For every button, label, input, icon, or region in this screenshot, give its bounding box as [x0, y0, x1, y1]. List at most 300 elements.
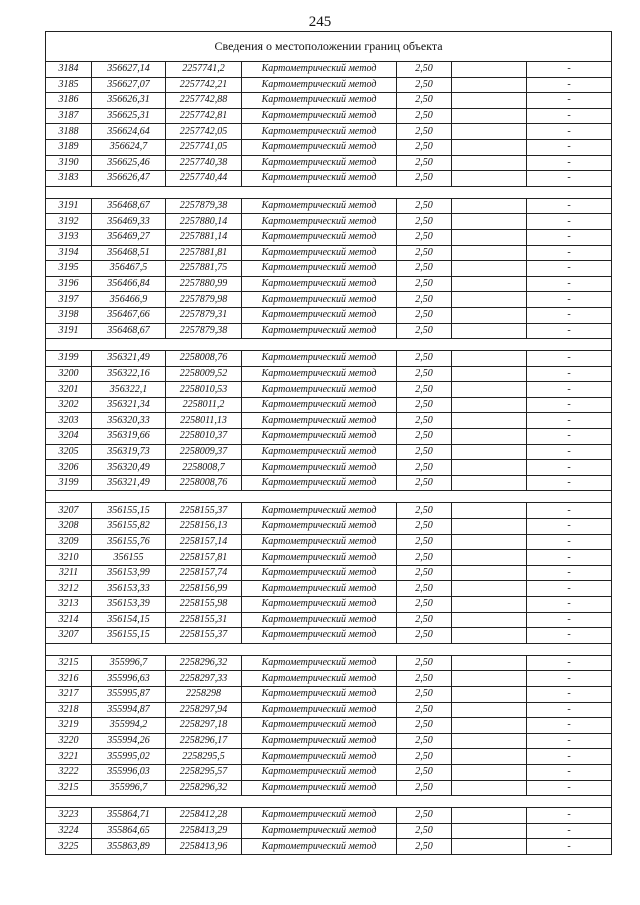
cell-method: Картометрический метод [242, 429, 397, 445]
cell-accuracy: 2,50 [397, 139, 452, 155]
cell-accuracy: 2,50 [397, 475, 452, 491]
table-row [46, 198, 612, 214]
separator-cell [397, 491, 452, 503]
cell-coord-x: 356466,84 [92, 276, 166, 292]
cell-point-number: 3223 [46, 808, 92, 824]
cell-mark: - [527, 62, 612, 78]
table-row [46, 77, 612, 93]
cell-description [452, 808, 527, 824]
cell-mark: - [527, 214, 612, 230]
cell-description [452, 780, 527, 796]
cell-description [452, 519, 527, 535]
cell-accuracy: 2,50 [397, 77, 452, 93]
cell-description [452, 702, 527, 718]
cell-method: Картометрический метод [242, 686, 397, 702]
cell-coord-y: 2258008,76 [166, 351, 242, 367]
table-row [46, 686, 612, 702]
cell-coord-x: 356625,46 [92, 155, 166, 171]
cell-accuracy: 2,50 [397, 702, 452, 718]
cell-method: Картометрический метод [242, 655, 397, 671]
cell-coord-y: 2257879,38 [166, 198, 242, 214]
cell-coord-y: 2257879,31 [166, 307, 242, 323]
cell-description [452, 198, 527, 214]
cell-method: Картометрический метод [242, 351, 397, 367]
cell-coord-y: 2258157,14 [166, 534, 242, 550]
cell-accuracy: 2,50 [397, 597, 452, 613]
cell-point-number: 3215 [46, 655, 92, 671]
cell-point-number: 3202 [46, 397, 92, 413]
cell-mark: - [527, 382, 612, 398]
cell-coord-y: 2257742,88 [166, 93, 242, 109]
table-row [46, 475, 612, 491]
cell-point-number: 3186 [46, 93, 92, 109]
cell-accuracy: 2,50 [397, 718, 452, 734]
cell-accuracy: 2,50 [397, 124, 452, 140]
cell-description [452, 276, 527, 292]
separator-cell [452, 796, 527, 808]
cell-accuracy: 2,50 [397, 839, 452, 855]
separator-cell [92, 491, 166, 503]
cell-coord-y: 2258295,57 [166, 764, 242, 780]
cell-coord-y: 2258296,17 [166, 733, 242, 749]
table-row [46, 139, 612, 155]
cell-point-number: 3204 [46, 429, 92, 445]
cell-method: Картометрический метод [242, 214, 397, 230]
cell-coord-y: 2258008,76 [166, 475, 242, 491]
cell-description [452, 733, 527, 749]
cell-mark: - [527, 307, 612, 323]
cell-mark: - [527, 534, 612, 550]
table-row [46, 171, 612, 187]
cell-point-number: 3217 [46, 686, 92, 702]
table-row [46, 429, 612, 445]
cell-description [452, 460, 527, 476]
cell-description [452, 550, 527, 566]
cell-mark: - [527, 397, 612, 413]
cell-mark: - [527, 429, 612, 445]
cell-coord-x: 356468,67 [92, 198, 166, 214]
cell-accuracy: 2,50 [397, 550, 452, 566]
cell-accuracy: 2,50 [397, 171, 452, 187]
cell-method: Картометрический метод [242, 534, 397, 550]
cell-method: Картометрический метод [242, 93, 397, 109]
cell-point-number: 3212 [46, 581, 92, 597]
cell-coord-x: 356624,64 [92, 124, 166, 140]
cell-method: Картометрический метод [242, 198, 397, 214]
cell-coord-x: 356155,82 [92, 519, 166, 535]
cell-accuracy: 2,50 [397, 686, 452, 702]
cell-point-number: 3187 [46, 108, 92, 124]
cell-coord-x: 356321,34 [92, 397, 166, 413]
cell-accuracy: 2,50 [397, 307, 452, 323]
table-row [46, 460, 612, 476]
cell-method: Картометрический метод [242, 276, 397, 292]
cell-accuracy: 2,50 [397, 749, 452, 765]
cell-point-number: 3222 [46, 764, 92, 780]
cell-accuracy: 2,50 [397, 155, 452, 171]
cell-point-number: 3201 [46, 382, 92, 398]
cell-accuracy: 2,50 [397, 62, 452, 78]
cell-coord-x: 356320,33 [92, 413, 166, 429]
cell-coord-x: 356469,27 [92, 229, 166, 245]
cell-coord-y: 2257742,21 [166, 77, 242, 93]
cell-method: Картометрический метод [242, 764, 397, 780]
cell-accuracy: 2,50 [397, 397, 452, 413]
cell-method: Картометрический метод [242, 444, 397, 460]
separator-cell [46, 339, 92, 351]
cell-point-number: 3194 [46, 245, 92, 261]
cell-coord-y: 2258298 [166, 686, 242, 702]
cell-accuracy: 2,50 [397, 534, 452, 550]
cell-method: Картометрический метод [242, 323, 397, 339]
cell-description [452, 764, 527, 780]
cell-coord-x: 355995,02 [92, 749, 166, 765]
cell-description [452, 245, 527, 261]
cell-coord-y: 2258155,37 [166, 503, 242, 519]
cell-coord-y: 2258295,5 [166, 749, 242, 765]
cell-description [452, 124, 527, 140]
cell-coord-x: 356153,99 [92, 565, 166, 581]
cell-mark: - [527, 276, 612, 292]
cell-method: Картометрический метод [242, 124, 397, 140]
separator-cell [527, 796, 612, 808]
separator-cell [166, 643, 242, 655]
cell-point-number: 3185 [46, 77, 92, 93]
cell-description [452, 292, 527, 308]
cell-point-number: 3208 [46, 519, 92, 535]
cell-accuracy: 2,50 [397, 108, 452, 124]
cell-coord-y: 2257881,14 [166, 229, 242, 245]
cell-description [452, 686, 527, 702]
cell-mark: - [527, 323, 612, 339]
cell-coord-y: 2257880,14 [166, 214, 242, 230]
cell-description [452, 503, 527, 519]
cell-description [452, 839, 527, 855]
cell-mark: - [527, 581, 612, 597]
cell-description [452, 444, 527, 460]
cell-point-number: 3188 [46, 124, 92, 140]
table-row [46, 749, 612, 765]
cell-mark: - [527, 519, 612, 535]
cell-point-number: 3218 [46, 702, 92, 718]
cell-coord-y: 2257741,2 [166, 62, 242, 78]
cell-point-number: 3209 [46, 534, 92, 550]
cell-mark: - [527, 780, 612, 796]
cell-point-number: 3216 [46, 671, 92, 687]
cell-point-number: 3210 [46, 550, 92, 566]
cell-coord-x: 356319,73 [92, 444, 166, 460]
cell-method: Картометрический метод [242, 77, 397, 93]
boundary-coordinates-table [45, 31, 612, 855]
cell-coord-y: 2258297,18 [166, 718, 242, 734]
cell-method: Картометрический метод [242, 597, 397, 613]
cell-coord-x: 356153,33 [92, 581, 166, 597]
table-row [46, 444, 612, 460]
cell-description [452, 307, 527, 323]
cell-point-number: 3199 [46, 351, 92, 367]
cell-coord-x: 355994,26 [92, 733, 166, 749]
cell-method: Картометрический метод [242, 382, 397, 398]
cell-method: Картометрический метод [242, 139, 397, 155]
cell-method: Картометрический метод [242, 565, 397, 581]
cell-coord-x: 356624,7 [92, 139, 166, 155]
separator-cell [452, 339, 527, 351]
cell-mark: - [527, 733, 612, 749]
separator-cell [242, 643, 397, 655]
separator-cell [397, 186, 452, 198]
cell-coord-x: 356468,67 [92, 323, 166, 339]
cell-point-number: 3195 [46, 261, 92, 277]
cell-coord-y: 2258009,37 [166, 444, 242, 460]
cell-mark: - [527, 655, 612, 671]
table-row [46, 718, 612, 734]
separator-cell [527, 186, 612, 198]
cell-description [452, 612, 527, 628]
cell-coord-x: 355996,7 [92, 780, 166, 796]
cell-coord-y: 2257742,05 [166, 124, 242, 140]
separator-cell [46, 643, 92, 655]
cell-method: Картометрический метод [242, 671, 397, 687]
cell-coord-y: 2258296,32 [166, 655, 242, 671]
separator-cell [242, 796, 397, 808]
cell-point-number: 3199 [46, 475, 92, 491]
table-row [46, 292, 612, 308]
cell-point-number: 3215 [46, 780, 92, 796]
cell-accuracy: 2,50 [397, 780, 452, 796]
table-row [46, 108, 612, 124]
separator-cell [527, 491, 612, 503]
page-number: 245 [308, 14, 332, 30]
cell-coord-y: 2258009,52 [166, 366, 242, 382]
cell-coord-x: 356155 [92, 550, 166, 566]
cell-accuracy: 2,50 [397, 581, 452, 597]
table-row [46, 628, 612, 644]
cell-mark: - [527, 229, 612, 245]
cell-coord-y: 2258156,99 [166, 581, 242, 597]
cell-description [452, 628, 527, 644]
cell-description [452, 323, 527, 339]
cell-mark: - [527, 475, 612, 491]
cell-method: Картометрический метод [242, 62, 397, 78]
cell-accuracy: 2,50 [397, 808, 452, 824]
separator-cell [452, 186, 527, 198]
cell-mark: - [527, 261, 612, 277]
cell-mark: - [527, 686, 612, 702]
cell-description [452, 382, 527, 398]
cell-point-number: 3184 [46, 62, 92, 78]
cell-mark: - [527, 597, 612, 613]
cell-point-number: 3189 [46, 139, 92, 155]
cell-mark: - [527, 366, 612, 382]
cell-accuracy: 2,50 [397, 245, 452, 261]
cell-description [452, 229, 527, 245]
cell-point-number: 3219 [46, 718, 92, 734]
cell-coord-x: 356467,66 [92, 307, 166, 323]
cell-description [452, 171, 527, 187]
separator-cell [242, 491, 397, 503]
cell-point-number: 3197 [46, 292, 92, 308]
cell-description [452, 655, 527, 671]
table-row [46, 597, 612, 613]
cell-coord-x: 356320,49 [92, 460, 166, 476]
cell-coord-x: 356626,31 [92, 93, 166, 109]
cell-method: Картометрический метод [242, 229, 397, 245]
cell-coord-x: 355996,7 [92, 655, 166, 671]
cell-coord-x: 356153,39 [92, 597, 166, 613]
cell-point-number: 3207 [46, 503, 92, 519]
cell-description [452, 413, 527, 429]
cell-coord-y: 2257881,75 [166, 261, 242, 277]
separator-cell [166, 796, 242, 808]
cell-coord-x: 356322,1 [92, 382, 166, 398]
cell-coord-x: 355994,2 [92, 718, 166, 734]
cell-method: Картометрический метод [242, 839, 397, 855]
table-row [46, 214, 612, 230]
cell-coord-x: 355996,03 [92, 764, 166, 780]
cell-description [452, 77, 527, 93]
cell-coord-x: 356468,51 [92, 245, 166, 261]
cell-coord-x: 355995,87 [92, 686, 166, 702]
cell-description [452, 397, 527, 413]
cell-description [452, 749, 527, 765]
table-row [46, 413, 612, 429]
cell-accuracy: 2,50 [397, 444, 452, 460]
cell-coord-y: 2257740,38 [166, 155, 242, 171]
cell-method: Картометрический метод [242, 292, 397, 308]
cell-method: Картометрический метод [242, 581, 397, 597]
cell-description [452, 429, 527, 445]
cell-coord-y: 2258296,32 [166, 780, 242, 796]
cell-point-number: 3200 [46, 366, 92, 382]
cell-description [452, 534, 527, 550]
cell-method: Картометрический метод [242, 612, 397, 628]
cell-coord-x: 356627,07 [92, 77, 166, 93]
cell-mark: - [527, 503, 612, 519]
cell-coord-x: 355863,89 [92, 839, 166, 855]
cell-point-number: 3191 [46, 323, 92, 339]
separator-cell [166, 491, 242, 503]
table-row [46, 764, 612, 780]
cell-description [452, 671, 527, 687]
cell-mark: - [527, 749, 612, 765]
cell-mark: - [527, 444, 612, 460]
table-row [46, 261, 612, 277]
table-row [46, 823, 612, 839]
cell-coord-x: 356154,15 [92, 612, 166, 628]
cell-description [452, 718, 527, 734]
cell-accuracy: 2,50 [397, 366, 452, 382]
cell-method: Картометрический метод [242, 808, 397, 824]
cell-coord-x: 356626,47 [92, 171, 166, 187]
cell-accuracy: 2,50 [397, 612, 452, 628]
separator-cell [92, 796, 166, 808]
separator-cell [452, 643, 527, 655]
cell-point-number: 3203 [46, 413, 92, 429]
cell-description [452, 62, 527, 78]
cell-mark: - [527, 351, 612, 367]
cell-method: Картометрический метод [242, 780, 397, 796]
cell-description [452, 139, 527, 155]
cell-description [452, 261, 527, 277]
separator-cell [92, 339, 166, 351]
table-row [46, 229, 612, 245]
cell-point-number: 3198 [46, 307, 92, 323]
cell-description [452, 155, 527, 171]
cell-method: Картометрический метод [242, 366, 397, 382]
cell-accuracy: 2,50 [397, 292, 452, 308]
separator-cell [92, 643, 166, 655]
table-row [46, 62, 612, 78]
cell-description [452, 351, 527, 367]
cell-coord-y: 2258413,29 [166, 823, 242, 839]
cell-mark: - [527, 77, 612, 93]
group-separator [46, 491, 612, 503]
table-row [46, 519, 612, 535]
cell-coord-x: 355996,63 [92, 671, 166, 687]
cell-method: Картометрический метод [242, 460, 397, 476]
cell-mark: - [527, 628, 612, 644]
cell-mark: - [527, 823, 612, 839]
cell-method: Картометрический метод [242, 475, 397, 491]
cell-accuracy: 2,50 [397, 276, 452, 292]
cell-coord-y: 2258297,94 [166, 702, 242, 718]
cell-accuracy: 2,50 [397, 382, 452, 398]
cell-description [452, 565, 527, 581]
cell-coord-x: 356319,66 [92, 429, 166, 445]
cell-mark: - [527, 612, 612, 628]
cell-coord-x: 356321,49 [92, 351, 166, 367]
cell-coord-x: 355994,87 [92, 702, 166, 718]
cell-point-number: 3183 [46, 171, 92, 187]
cell-point-number: 3196 [46, 276, 92, 292]
cell-mark: - [527, 671, 612, 687]
cell-mark: - [527, 413, 612, 429]
cell-coord-x: 356469,33 [92, 214, 166, 230]
cell-coord-y: 2258155,31 [166, 612, 242, 628]
table-row [46, 534, 612, 550]
cell-coord-y: 2257742,81 [166, 108, 242, 124]
cell-method: Картометрический метод [242, 503, 397, 519]
separator-cell [92, 186, 166, 198]
separator-cell [527, 643, 612, 655]
cell-coord-x: 356627,14 [92, 62, 166, 78]
cell-mark: - [527, 550, 612, 566]
table-row [46, 307, 612, 323]
cell-coord-x: 356322,16 [92, 366, 166, 382]
cell-point-number: 3220 [46, 733, 92, 749]
cell-method: Картометрический метод [242, 550, 397, 566]
cell-coord-y: 2258157,81 [166, 550, 242, 566]
cell-mark: - [527, 292, 612, 308]
cell-accuracy: 2,50 [397, 519, 452, 535]
cell-point-number: 3214 [46, 612, 92, 628]
cell-coord-y: 2258412,28 [166, 808, 242, 824]
cell-accuracy: 2,50 [397, 229, 452, 245]
cell-accuracy: 2,50 [397, 671, 452, 687]
cell-mark: - [527, 139, 612, 155]
separator-cell [527, 339, 612, 351]
table-row [46, 245, 612, 261]
cell-accuracy: 2,50 [397, 655, 452, 671]
separator-cell [46, 491, 92, 503]
cell-coord-y: 2258155,37 [166, 628, 242, 644]
cell-accuracy: 2,50 [397, 214, 452, 230]
cell-mark: - [527, 124, 612, 140]
cell-accuracy: 2,50 [397, 823, 452, 839]
cell-method: Картометрический метод [242, 261, 397, 277]
cell-coord-y: 2258011,13 [166, 413, 242, 429]
cell-description [452, 93, 527, 109]
